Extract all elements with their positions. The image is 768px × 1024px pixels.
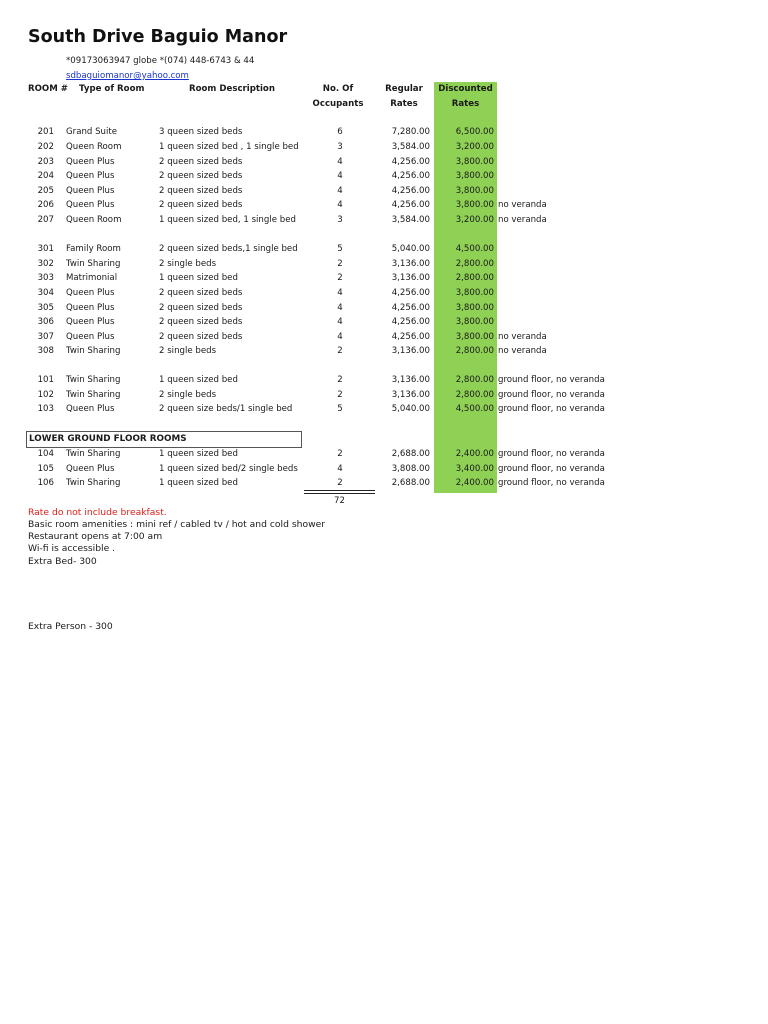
discounted-rate: 4,500.00 — [455, 404, 494, 414]
occupants: 3 — [337, 142, 343, 152]
total-rule-bottom — [304, 493, 375, 494]
room-description: 2 queen sized beds — [159, 186, 243, 196]
room-description: 1 queen sized bed/2 single beds — [159, 464, 298, 474]
regular-rate: 4,256.00 — [391, 317, 430, 327]
room-number: 105 — [37, 464, 54, 474]
discounted-rate: 3,800.00 — [455, 186, 494, 196]
room-description: 2 queen sized beds — [159, 157, 243, 167]
discounted-rate: 2,400.00 — [455, 478, 494, 488]
room-note: no veranda — [498, 346, 547, 356]
discounted-rate: 2,800.00 — [455, 259, 494, 269]
note-breakfast: Rate do not include breakfast. — [28, 507, 167, 518]
room-number: 101 — [37, 375, 54, 385]
room-number: 201 — [37, 127, 54, 137]
discounted-rate: 3,800.00 — [455, 317, 494, 327]
room-number: 308 — [37, 346, 54, 356]
room-description: 2 queen sized beds,1 single bed — [159, 244, 298, 254]
room-number: 307 — [37, 332, 54, 342]
room-type: Queen Plus — [66, 288, 115, 298]
occupants: 4 — [337, 303, 343, 313]
room-number: 102 — [37, 390, 54, 400]
occupants: 5 — [337, 404, 343, 414]
room-number: 306 — [37, 317, 54, 327]
regular-rate: 3,136.00 — [391, 346, 430, 356]
header-discounted-line1: Discounted — [438, 84, 493, 94]
room-type: Matrimonial — [66, 273, 118, 283]
discounted-rate: 2,800.00 — [455, 375, 494, 385]
header-regular-line1: Regular — [385, 84, 423, 94]
room-type: Queen Plus — [66, 404, 115, 414]
room-note: no veranda — [498, 215, 547, 225]
header-discounted-line2: Rates — [451, 99, 480, 109]
room-type: Queen Plus — [66, 157, 115, 167]
contact-numbers: *09173063947 globe *(074) 448-6743 & 44 — [66, 56, 255, 66]
room-number: 302 — [37, 259, 54, 269]
room-type: Twin Sharing — [66, 375, 121, 385]
regular-rate: 2,688.00 — [391, 449, 430, 459]
occupants: 2 — [337, 390, 343, 400]
room-type: Family Room — [66, 244, 121, 254]
header-occupants-line1: No. Of — [322, 84, 354, 94]
room-number: 301 — [37, 244, 54, 254]
room-type: Queen Plus — [66, 332, 115, 342]
total-occupants: 72 — [334, 496, 345, 506]
discounted-rate: 2,800.00 — [455, 273, 494, 283]
total-rule-top — [304, 490, 375, 491]
regular-rate: 2,688.00 — [391, 478, 430, 488]
occupants: 4 — [337, 332, 343, 342]
occupants: 4 — [337, 200, 343, 210]
regular-rate: 3,808.00 — [391, 464, 430, 474]
room-number: 203 — [37, 157, 54, 167]
discounted-rate: 3,200.00 — [455, 215, 494, 225]
header-occupants-line2: Occupants — [312, 99, 364, 109]
regular-rate: 3,136.00 — [391, 390, 430, 400]
discounted-rate: 3,800.00 — [455, 200, 494, 210]
room-type: Queen Plus — [66, 464, 115, 474]
regular-rate: 7,280.00 — [391, 127, 430, 137]
lower-ground-label: LOWER GROUND FLOOR ROOMS — [29, 434, 187, 444]
header-type: Type of Room — [79, 84, 145, 94]
regular-rate: 3,584.00 — [391, 215, 430, 225]
discounted-rate: 6,500.00 — [455, 127, 494, 137]
regular-rate: 3,136.00 — [391, 259, 430, 269]
room-description: 1 queen sized bed — [159, 449, 238, 459]
room-description: 1 queen sized bed — [159, 478, 238, 488]
page-title: South Drive Baguio Manor — [28, 27, 288, 47]
room-number: 106 — [37, 478, 54, 488]
room-type: Twin Sharing — [66, 346, 121, 356]
room-type: Queen Room — [66, 215, 122, 225]
note-extra-person: Extra Person - 300 — [28, 621, 113, 632]
discounted-rate: 3,800.00 — [455, 303, 494, 313]
room-description: 2 single beds — [159, 346, 217, 356]
regular-rate: 4,256.00 — [391, 186, 430, 196]
note-restaurant: Restaurant opens at 7:00 am — [28, 531, 163, 542]
note-wifi: Wi-fi is accessible . — [28, 543, 116, 554]
discounted-rate: 4,500.00 — [455, 244, 494, 254]
room-description: 1 queen sized bed , 1 single bed — [159, 142, 299, 152]
occupants: 2 — [337, 273, 343, 283]
discounted-rate: 2,800.00 — [455, 390, 494, 400]
discounted-rate: 3,800.00 — [455, 157, 494, 167]
room-note: no veranda — [498, 200, 547, 210]
note-amenities: Basic room amenities : mini ref / cabled tv / hot and cold shower — [28, 519, 326, 530]
room-number: 304 — [37, 288, 54, 298]
occupants: 2 — [337, 259, 343, 269]
occupants: 4 — [337, 171, 343, 181]
occupants: 2 — [337, 478, 343, 488]
room-description: 1 queen sized bed — [159, 375, 238, 385]
occupants: 3 — [337, 215, 343, 225]
room-type: Twin Sharing — [66, 390, 121, 400]
room-type: Queen Plus — [66, 171, 115, 181]
occupants: 2 — [337, 375, 343, 385]
regular-rate: 5,040.00 — [391, 244, 430, 254]
room-type: Queen Plus — [66, 200, 115, 210]
room-number: 305 — [37, 303, 54, 313]
room-note: ground floor, no veranda — [498, 404, 605, 414]
discounted-rate: 2,400.00 — [455, 449, 494, 459]
room-type: Twin Sharing — [66, 449, 121, 459]
room-description: 2 queen sized beds — [159, 171, 243, 181]
room-number: 204 — [37, 171, 54, 181]
header-regular-line2: Rates — [390, 99, 418, 109]
room-number: 207 — [37, 215, 54, 225]
note-extra-bed: Extra Bed- 300 — [28, 556, 97, 567]
room-number: 202 — [37, 142, 54, 152]
room-number: 103 — [37, 404, 54, 414]
regular-rate: 4,256.00 — [391, 332, 430, 342]
regular-rate: 4,256.00 — [391, 200, 430, 210]
room-description: 1 queen sized bed — [159, 273, 238, 283]
room-number: 205 — [37, 186, 54, 196]
room-number: 303 — [37, 273, 54, 283]
regular-rate: 4,256.00 — [391, 157, 430, 167]
occupants: 4 — [337, 464, 343, 474]
room-type: Twin Sharing — [66, 478, 121, 488]
discounted-rate: 3,800.00 — [455, 171, 494, 181]
regular-rate: 4,256.00 — [391, 171, 430, 181]
room-type: Queen Room — [66, 142, 122, 152]
room-note: ground floor, no veranda — [498, 375, 605, 385]
occupants: 4 — [337, 317, 343, 327]
occupants: 4 — [337, 157, 343, 167]
room-description: 2 queen sized beds — [159, 288, 243, 298]
email-link[interactable]: sdbaguiomanor@yahoo.com — [66, 71, 189, 81]
room-description: 2 queen sized beds — [159, 303, 243, 313]
room-description: 3 queen sized beds — [159, 127, 243, 137]
header-room: ROOM # — [28, 84, 68, 94]
room-description: 2 queen sized beds — [159, 317, 243, 327]
regular-rate: 3,136.00 — [391, 273, 430, 283]
discounted-rate: 3,400.00 — [455, 464, 494, 474]
header-description: Room Description — [189, 84, 275, 94]
room-type: Twin Sharing — [66, 259, 121, 269]
room-note: ground floor, no veranda — [498, 449, 605, 459]
room-number: 206 — [37, 200, 54, 210]
occupants: 5 — [337, 244, 343, 254]
room-note: ground floor, no veranda — [498, 390, 605, 400]
occupants: 2 — [337, 449, 343, 459]
room-type: Grand Suite — [66, 127, 118, 137]
room-type: Queen Plus — [66, 186, 115, 196]
occupants: 4 — [337, 288, 343, 298]
room-note: ground floor, no veranda — [498, 464, 605, 474]
regular-rate: 4,256.00 — [391, 303, 430, 313]
occupants: 4 — [337, 186, 343, 196]
occupants: 6 — [337, 127, 343, 137]
discounted-rate: 3,800.00 — [455, 288, 494, 298]
room-type: Queen Plus — [66, 303, 115, 313]
room-description: 2 queen size beds/1 single bed — [159, 404, 293, 414]
occupants: 2 — [337, 346, 343, 356]
regular-rate: 3,584.00 — [391, 142, 430, 152]
room-type: Queen Plus — [66, 317, 115, 327]
room-description: 2 queen sized beds — [159, 332, 243, 342]
room-note: no veranda — [498, 332, 547, 342]
regular-rate: 4,256.00 — [391, 288, 430, 298]
room-description: 1 queen sized bed, 1 single bed — [159, 215, 296, 225]
regular-rate: 3,136.00 — [391, 375, 430, 385]
room-description: 2 queen sized beds — [159, 200, 243, 210]
discounted-rate: 3,800.00 — [455, 332, 494, 342]
room-note: ground floor, no veranda — [498, 478, 605, 488]
discounted-rate: 3,200.00 — [455, 142, 494, 152]
regular-rate: 5,040.00 — [391, 404, 430, 414]
room-number: 104 — [37, 449, 54, 459]
discounted-rate: 2,800.00 — [455, 346, 494, 356]
room-description: 2 single beds — [159, 390, 217, 400]
room-description: 2 single beds — [159, 259, 217, 269]
